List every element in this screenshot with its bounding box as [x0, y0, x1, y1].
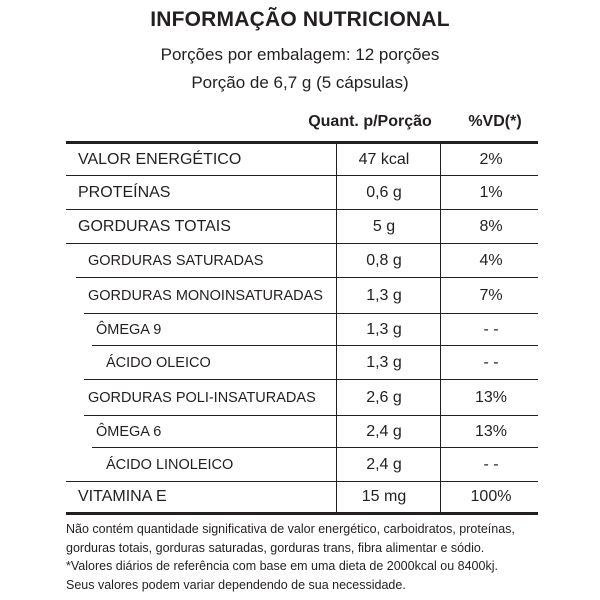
- nutrient-daily-value: 4%: [479, 251, 503, 269]
- table-row: [66, 278, 538, 313]
- nutrient-quantity: 5 g: [372, 217, 396, 235]
- nutrient-name: GORDURAS SATURADAS: [88, 252, 264, 269]
- nutrient-name: ÔMEGA 9: [96, 321, 162, 338]
- footnote-line: Seus valores podem variar dependendo de sua necessidade.: [66, 577, 406, 592]
- nutrient-daily-value: - -: [483, 353, 499, 371]
- table-row: [66, 380, 538, 415]
- footnote-line: Não contém quantidade significativa de valor energético, carboidratos, proteínas,: [66, 522, 515, 536]
- column-header-quantity: Quant. p/Porção: [308, 113, 432, 130]
- nutrient-name: GORDURAS POLI-INSATURADAS: [88, 389, 316, 406]
- nutrient-quantity: 1,3 g: [366, 320, 402, 338]
- nutrient-name: VALOR ENERGÉTICO: [78, 150, 242, 168]
- nutrient-quantity: 15 mg: [361, 488, 407, 505]
- table-row: [66, 448, 538, 481]
- nutrient-daily-value: 1%: [479, 183, 503, 201]
- nutrient-name: ÁCIDO LINOLEICO: [106, 456, 234, 473]
- nutrient-daily-value: 7%: [479, 286, 503, 304]
- column-divider: [336, 144, 337, 512]
- column-header-daily-value: %VD(*): [468, 113, 522, 130]
- table-row: [66, 244, 538, 277]
- column-divider: [440, 144, 441, 512]
- table-row: [66, 210, 538, 243]
- nutrient-quantity: 2,4 g: [366, 455, 402, 473]
- nutrient-name: VITAMINA E: [78, 488, 167, 505]
- nutrient-daily-value: 2%: [479, 150, 503, 168]
- table-row: [66, 482, 538, 512]
- nutrient-daily-value: 8%: [479, 217, 503, 235]
- nutrient-name: PROTEÍNAS: [78, 183, 171, 201]
- nutrient-name: ÔMEGA 6: [96, 423, 162, 440]
- table-row: [66, 176, 538, 209]
- table-row: [66, 314, 538, 345]
- nutrient-quantity: 1,3 g: [366, 286, 402, 304]
- nutrient-daily-value: - -: [483, 455, 499, 473]
- table-row: [66, 346, 538, 379]
- serving-size: Porção de 6,7 g (5 cápsulas): [191, 73, 409, 92]
- page-title: INFORMAÇÃO NUTRICIONAL: [150, 8, 450, 31]
- nutrient-name: ÁCIDO OLEICO: [106, 354, 211, 371]
- servings-per-package: Porções por embalagem: 12 porções: [160, 45, 440, 64]
- footnote-line: gorduras totais, gorduras saturadas, gorduras trans, fibra alimentar e sódio.: [66, 540, 485, 555]
- nutrient-name: GORDURAS MONOINSATURADAS: [88, 287, 323, 304]
- footnote-line: *Valores diários de referência com base em uma dieta de 2000kcal ou 8400kj.: [66, 559, 498, 573]
- nutrient-daily-value: 13%: [474, 422, 508, 440]
- table-row: [66, 416, 538, 447]
- nutrient-quantity: 0,6 g: [366, 183, 402, 201]
- nutrient-quantity: 47 kcal: [358, 150, 410, 168]
- nutrient-daily-value: - -: [483, 320, 499, 338]
- table-row: [66, 144, 538, 175]
- nutrient-quantity: 2,4 g: [366, 422, 402, 440]
- nutrient-name: GORDURAS TOTAIS: [78, 217, 231, 235]
- footnote: [66, 520, 546, 594]
- nutrient-daily-value: 100%: [470, 488, 512, 505]
- nutrient-quantity: 1,3 g: [366, 353, 402, 371]
- nutrient-quantity: 2,6 g: [366, 388, 402, 406]
- nutrient-daily-value: 13%: [474, 388, 508, 406]
- nutrient-quantity: 0,8 g: [366, 251, 402, 269]
